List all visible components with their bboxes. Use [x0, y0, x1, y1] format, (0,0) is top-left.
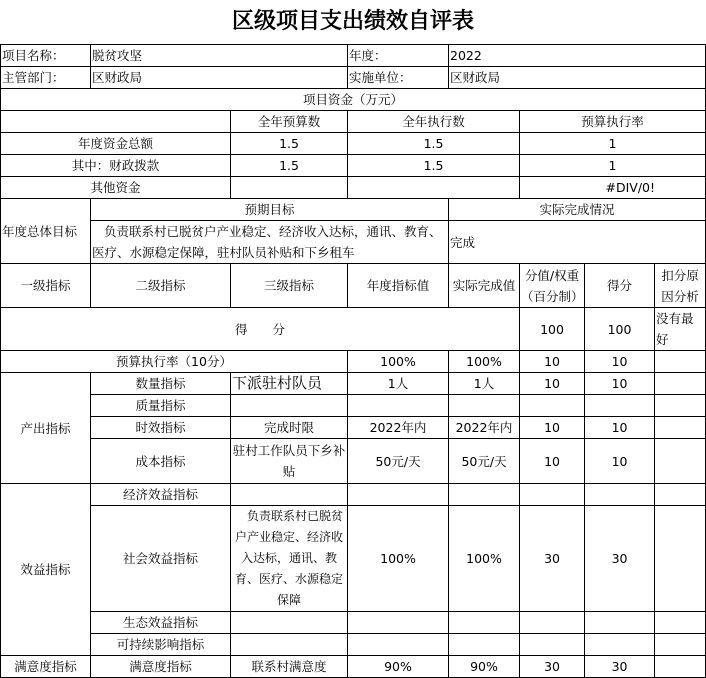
target-cell[interactable]: 50元/天: [348, 439, 449, 484]
target-cell[interactable]: [348, 634, 449, 656]
reason-cell[interactable]: [655, 612, 706, 634]
actual-cell[interactable]: [449, 484, 520, 506]
header-level1: 一级指标: [1, 264, 91, 308]
level2-cell: 满意度指标: [91, 656, 231, 678]
output-label: 产出指标: [1, 373, 91, 484]
goal-expected-header: 预期目标: [91, 199, 449, 221]
reason-cell[interactable]: [655, 417, 706, 439]
funds-header-budget: 全年预算数: [231, 111, 348, 133]
level2-cell: 社会效益指标: [91, 506, 231, 612]
level2-cell: 时效指标: [91, 417, 231, 439]
funds-budget[interactable]: 1.5: [231, 155, 348, 177]
reason-cell[interactable]: [655, 484, 706, 506]
goal-actual-header: 实际完成情况: [449, 199, 706, 221]
total-score[interactable]: 100: [585, 308, 655, 351]
target-cell[interactable]: 90%: [348, 656, 449, 678]
budget-rate-target[interactable]: 100%: [348, 351, 449, 373]
year-label: 年度：: [348, 45, 449, 67]
score-cell[interactable]: [585, 395, 655, 417]
actual-cell[interactable]: 50元/天: [449, 439, 520, 484]
header-score: 得分: [585, 264, 655, 308]
funds-corner: [1, 111, 231, 133]
funds-row-label: 其他资金: [1, 177, 231, 199]
actual-cell[interactable]: 100%: [449, 506, 520, 612]
score-row-label: 得 分: [1, 308, 520, 351]
target-cell[interactable]: [348, 484, 449, 506]
actual-cell[interactable]: [449, 395, 520, 417]
level2-cell: 可持续影响指标: [91, 634, 231, 656]
score-cell[interactable]: [585, 634, 655, 656]
level2-cell: 成本指标: [91, 439, 231, 484]
level2-cell: 经济效益指标: [91, 484, 231, 506]
header-level2: 二级指标: [91, 264, 231, 308]
actual-cell[interactable]: [449, 612, 520, 634]
budget-rate-label: 预算执行率（10分）: [1, 351, 348, 373]
funds-budget[interactable]: [231, 177, 348, 199]
evaluation-table: [0, 44, 706, 678]
header-actual: 实际完成值: [449, 264, 520, 308]
target-cell[interactable]: 2022年内: [348, 417, 449, 439]
project-name-label: 项目名称：: [1, 45, 91, 67]
actual-cell[interactable]: [449, 634, 520, 656]
funds-row-label: 其中：财政拨款: [1, 155, 231, 177]
level3-cell[interactable]: 完成时限: [231, 417, 348, 439]
funds-header-rate: 预算执行率: [520, 111, 706, 133]
total-weight[interactable]: 100: [520, 308, 585, 351]
header-weight: 分值/权重（百分制）: [520, 264, 585, 308]
weight-cell[interactable]: 30: [520, 506, 585, 612]
target-cell[interactable]: 100%: [348, 506, 449, 612]
weight-cell[interactable]: [520, 484, 585, 506]
target-cell[interactable]: [348, 395, 449, 417]
level3-cell[interactable]: [231, 634, 348, 656]
actual-cell[interactable]: 90%: [449, 656, 520, 678]
reason-cell[interactable]: [655, 634, 706, 656]
level2-cell: 数量指标: [91, 373, 231, 395]
level3-cell[interactable]: 联系村满意度: [231, 656, 348, 678]
funds-header-executed: 全年执行数: [348, 111, 520, 133]
impl-label: 实施单位：: [348, 67, 449, 89]
weight-cell[interactable]: 10: [520, 373, 585, 395]
weight-cell[interactable]: [520, 612, 585, 634]
page-title: 区级项目支出绩效自评表: [231, 9, 474, 34]
level3-cell[interactable]: 负责联系村已脱贫户产业稳定、经济收入达标，通讯、教育、医疗、水源稳定保障: [231, 506, 348, 612]
satisfaction-label: 满意度指标: [1, 656, 91, 678]
level3-cell[interactable]: 驻村工作队员下乡补贴: [231, 439, 348, 484]
benefit-label: 效益指标: [1, 484, 91, 656]
score-cell[interactable]: [585, 484, 655, 506]
level2-cell: 生态效益指标: [91, 612, 231, 634]
dept-label: 主管部门：: [1, 67, 91, 89]
reason-cell[interactable]: [655, 373, 706, 395]
target-cell[interactable]: 1人: [348, 373, 449, 395]
reason-cell[interactable]: [655, 439, 706, 484]
score-cell[interactable]: 30: [585, 506, 655, 612]
target-cell[interactable]: [348, 612, 449, 634]
budget-rate-reason[interactable]: [655, 351, 706, 373]
funds-title: 项目资金（万元）: [1, 89, 706, 111]
project-name-value[interactable]: 脱贫攻坚: [91, 45, 348, 67]
reason-cell[interactable]: [655, 656, 706, 678]
weight-cell[interactable]: 10: [520, 417, 585, 439]
year-value[interactable]: 2022: [449, 45, 706, 67]
weight-cell[interactable]: 10: [520, 439, 585, 484]
level3-cell[interactable]: 下派驻村队员: [231, 373, 348, 395]
goal-label: 年度总体目标: [1, 199, 91, 264]
weight-cell[interactable]: [520, 395, 585, 417]
weight-cell[interactable]: [520, 634, 585, 656]
funds-budget[interactable]: 1.5: [231, 133, 348, 155]
header-level3: 三级指标: [231, 264, 348, 308]
level3-cell[interactable]: [231, 612, 348, 634]
score-cell[interactable]: 10: [585, 373, 655, 395]
header-reason: 扣分原因分析: [655, 264, 706, 308]
goal-expected-text[interactable]: 负责联系村已脱贫户产业稳定、经济收入达标，通讯、教育、医疗、水源稳定保障，驻村队员补贴和下乡租车: [91, 221, 449, 264]
level2-cell: 质量指标: [91, 395, 231, 417]
actual-cell[interactable]: 1人: [449, 373, 520, 395]
funds-executed[interactable]: [348, 177, 520, 199]
impl-value[interactable]: 区财政局: [449, 67, 706, 89]
funds-rate[interactable]: #DIV/0!: [520, 177, 706, 199]
funds-executed[interactable]: 1.5: [348, 133, 520, 155]
score-cell[interactable]: 10: [585, 417, 655, 439]
score-cell[interactable]: 30: [585, 656, 655, 678]
reason-cell[interactable]: [655, 395, 706, 417]
funds-row-label: 年度资金总额: [1, 133, 231, 155]
score-cell[interactable]: [585, 612, 655, 634]
budget-rate-score[interactable]: 10: [585, 351, 655, 373]
budget-rate-weight[interactable]: 10: [520, 351, 585, 373]
funds-rate[interactable]: 1: [520, 155, 706, 177]
level3-cell[interactable]: [231, 395, 348, 417]
score-cell[interactable]: 10: [585, 439, 655, 484]
budget-rate-actual[interactable]: 100%: [449, 351, 520, 373]
level3-cell[interactable]: [231, 484, 348, 506]
header-target: 年度指标值: [348, 264, 449, 308]
goal-actual-text[interactable]: 完成: [449, 221, 706, 264]
funds-executed[interactable]: 1.5: [348, 155, 520, 177]
deduction-reason[interactable]: 没有最好: [655, 308, 706, 351]
actual-cell[interactable]: 2022年内: [449, 417, 520, 439]
reason-cell[interactable]: [655, 506, 706, 612]
funds-rate[interactable]: 1: [520, 133, 706, 155]
dept-value[interactable]: 区财政局: [91, 67, 348, 89]
weight-cell[interactable]: 30: [520, 656, 585, 678]
